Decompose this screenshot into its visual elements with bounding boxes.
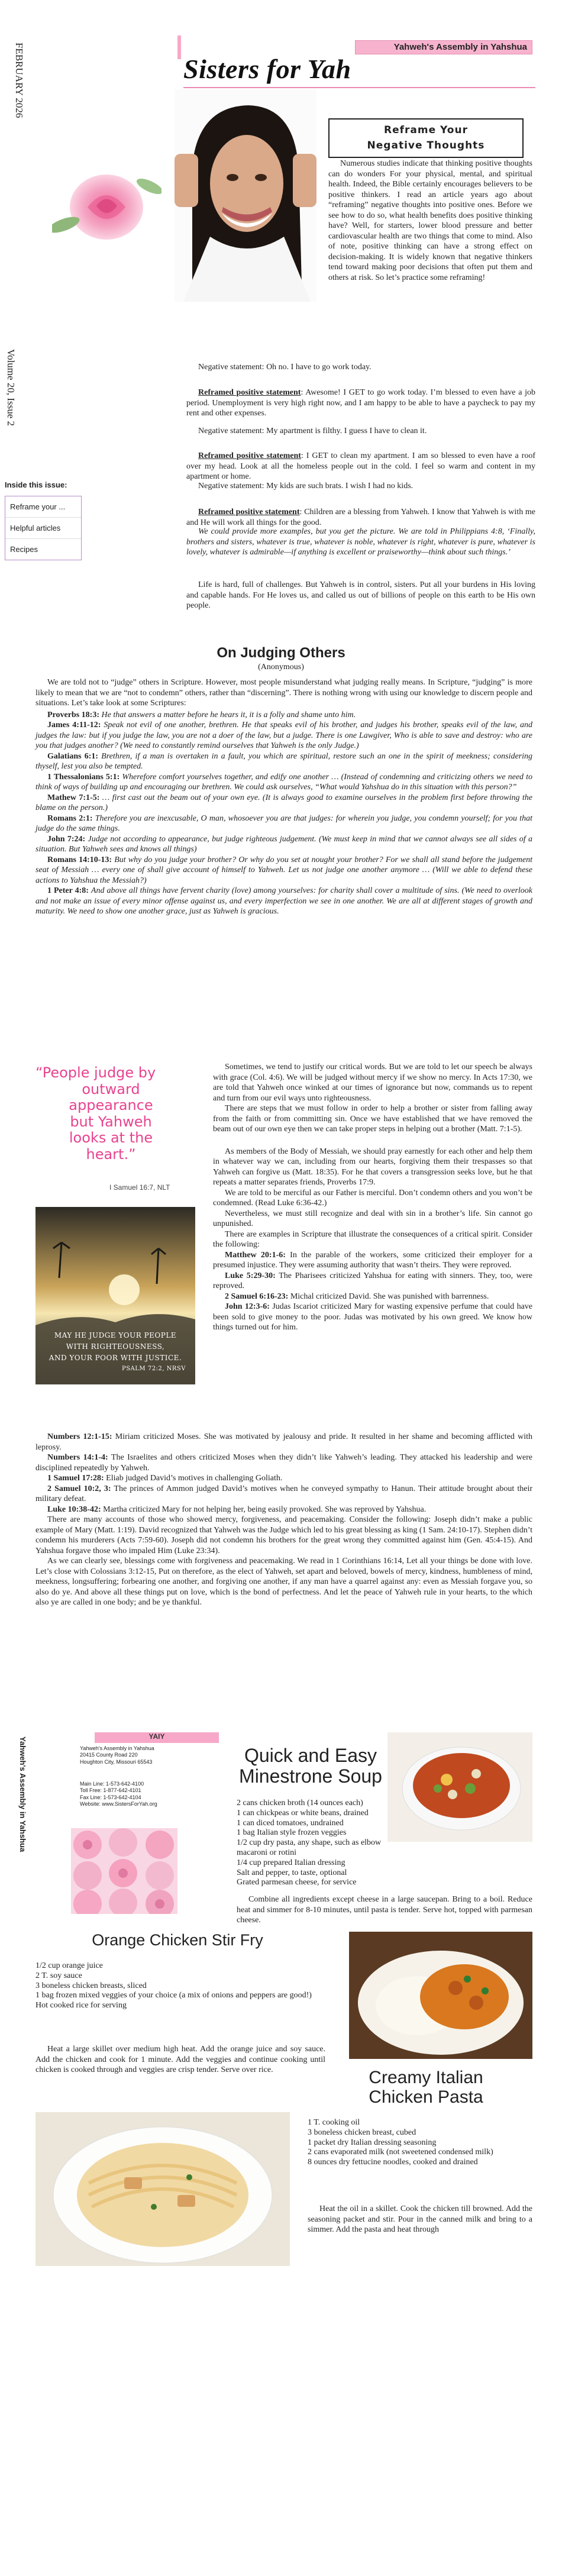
example-luke <box>213 1271 532 1292</box>
ingredient-item: 1 bag frozen mixed veggies of your choice (a mix of onions and peppers are good!) <box>35 1991 312 2000</box>
judging-bottom-block <box>35 1432 532 1608</box>
judging-sometimes: Sometimes, we tend to justify our critical words. But we are told to let our speech be always with grace (Col. 4:6). We will be judged without mercy if we show no mercy. In Acts 17:30, we are told that Yahweh once winked at our times of ignorance but now, commands us to repent and turn from our evil ways unto righteousness. <box>213 1063 532 1103</box>
mailer-badge-text: YAIY <box>148 1732 165 1741</box>
scripture-verse <box>35 814 532 834</box>
example-numbers12-ref: Numbers 12:1-15: <box>47 1432 112 1441</box>
sidebar-heading: Inside this issue: <box>5 480 67 489</box>
verse-ref: John 7:24: <box>47 834 86 844</box>
soup-image <box>387 1732 532 1842</box>
woman-photo <box>175 89 316 302</box>
toc-item-reframe[interactable]: Reframe your ... <box>10 502 66 511</box>
judging-many: There are many accounts of those who showed mercy, forgiveness, and peacemaking. Consider the following: Joseph didn’t make a public example of Mary (Matt. 1:19). David recognized that Yahweh was the Judge which led to his great blessing as king (1 Sam. 24:10-17). Stephen didn’t condemn his murderers (Acts 7:59-60). Joseph did not condemn his brothers for the great wrong they committed against him (Gen. 45:4-15). And Yahshua forgave those who impaled Him (Luke 23:34). <box>35 1515 532 1555</box>
example-luke10-ref: Luke 10:38-42: <box>47 1505 101 1514</box>
example-luke-text: The Pharisees criticized Yahshua for eating with sinners. They, too, were reproved. <box>213 1271 532 1290</box>
ingredient-item: 2 cans evaporated milk (not sweetened condensed milk) <box>308 2148 493 2157</box>
judging-merciful: We are told to be merciful as our Father is merciful. Don’t condemn others and you won’t be condemned. (Read Luke 6:36-42.) <box>213 1188 532 1208</box>
example-1samuel-text: Eliab judged David’s motives in challenging Goliath. <box>106 1474 283 1483</box>
reframe-neg-2: Negative statement: My apartment is filthy. I guess I have to clean it. <box>198 427 427 435</box>
example-2samuel <box>35 1484 532 1505</box>
pasta-image <box>35 2112 290 2266</box>
quote-line-4: but Yahweh <box>70 1113 152 1130</box>
example-1samuel <box>35 1473 532 1484</box>
verse-text: Therefore you are inexcusable, O man, whosoever you are that judges: for wherein you judge, you condemn yourself; for you that judge do the same things. <box>35 814 532 833</box>
top-pink-bar <box>177 35 181 59</box>
sidebar-toc <box>5 496 82 560</box>
issue-date: FEBRUARY 2026 <box>14 43 25 118</box>
stirfry-ingredients <box>35 1961 325 2011</box>
reframe-pos-2-label: Reframed positive statement <box>198 451 301 460</box>
pasta-directions: Heat the oil in a skillet. Cook the chicken till browned. Add the seasoning packet and stir. Pour in the canned milk and bring to a simmer. Add the pasta and heat through <box>308 2204 532 2234</box>
verse-ref: Romans 2:1: <box>47 814 93 823</box>
judging-byline: (Anonymous) <box>258 663 304 672</box>
reframe-more: We could provide more examples, but you get the picture. We are told in Philippians 4:8, ‘Finally, brothers and sisters, whatever is true, whatever is noble, whatever is right, whatever is pure, whatever is lovely, whatever is admirable—if anything is excellent or praiseworthy—think about such things.’ <box>186 527 535 557</box>
reframe-pos-1 <box>186 388 535 419</box>
pink-roses-image <box>71 1828 177 1914</box>
verse-text: And above all things have fervent charity (love) among yourselves: for charity shall cover a multitude of sins. (We need to overlook and not make an issue of every minor offense against us, and every imperfection we see in one another. We are all at different stages of growth and maturity. We need to show one another grace, just as Yahweh is gracious. <box>35 886 532 916</box>
example-john-text: Judas Iscariot criticized Mary for wasting expensive perfume that could have been sold to give money to the poor. Judas was motivated by his own greed. We know how things turned out for him. <box>213 1302 532 1332</box>
verse-ref: 1 Thessalonians 5:1: <box>47 772 120 782</box>
reframe-neg-1: Negative statement: Oh no. I have to go work today. <box>198 363 372 372</box>
stirfry-title: Orange Chicken Stir Fry <box>92 1931 263 1949</box>
example-2samuel-text: The princes of Ammon judged David’s motives when he conveyed sympathy to Hanun. Their attitude brought about their military defeat. <box>35 1484 533 1503</box>
toc-item-articles[interactable]: Helpful articles <box>5 517 81 538</box>
toc-item-recipes[interactable]: Recipes <box>5 538 81 560</box>
ingredient-item: 1 can chickpeas or white beans, drained <box>237 1808 369 1818</box>
ingredient-item: 1 bag Italian style frozen veggies <box>237 1828 347 1838</box>
reframe-headline <box>328 118 524 158</box>
verse-list <box>35 710 532 917</box>
judging-steps: There are steps that we must follow in order to help a brother or sister from falling away from the faith or from committing sin. Once we have established that we have removed the beam out of our own eye then we can take proper steps in helping out a brother (Matt. 7:1-5). <box>213 1104 532 1134</box>
headline-line-2: Negative Thoughts <box>367 139 485 151</box>
headline-line-1: Reframe Your <box>384 124 468 136</box>
ingredient-item: 1/2 cup dry pasta, any shape, such as elbow macaroni or rotini <box>237 1838 382 1857</box>
mailer-address <box>80 1745 198 1765</box>
mailer-vertical-label: Yahweh's Assembly in Yahshua <box>18 1736 27 1852</box>
judging-title: On Judging Others <box>217 645 345 661</box>
ingredient-item: 1/2 cup orange juice <box>35 1961 103 1970</box>
soup-title-line-1: Quick and Easy <box>244 1745 377 1766</box>
reframe-pos-3 <box>186 507 535 528</box>
example-matthew-text: In the parable of the workers, some criticized their employer for a presumed injustice. They were assuming authority that wasn’t theirs. They were reproved. <box>213 1250 533 1270</box>
example-numbers14-text: The Israelites and others criticized Moses when they didn’t like Yahweh’s leading. They attacked his leadership and were disciplined repeatedly by Yahweh. <box>35 1453 533 1473</box>
ingredient-item: 1/4 cup prepared Italian dressing <box>237 1858 345 1867</box>
ingredient-item: 3 boneless chicken breast, cubed <box>308 2128 416 2137</box>
scripture-verse <box>35 855 532 886</box>
ingredient-item: Salt and pepper, to taste, optional <box>237 1868 347 1877</box>
ingredient-item: 3 boneless chicken breasts, sliced <box>35 1981 147 1990</box>
pull-quote-ref: I Samuel 16:7, NLT <box>109 1183 170 1192</box>
example-samuel-text: Michal criticized David. She was punished with barrenness. <box>290 1292 489 1301</box>
scripture-verse <box>35 793 532 814</box>
reframe-pos-2 <box>186 451 535 482</box>
pasta-title-line-1: Creamy Italian <box>369 2068 483 2087</box>
example-john <box>213 1302 532 1333</box>
reframe-pos-2-text: : I GET to clean my apartment. I am so blessed to even have a roof over my head. Look at all the homeless people out in the cold. I feel so warm and content in my apartment or home. <box>186 451 535 481</box>
scripture-verse <box>35 834 532 855</box>
verse-text: … first cast out the beam out of your own eye. (It is always good to examine ourselves in the problem first before throwing the blame on the person.) <box>35 793 533 812</box>
pasta-title-line-2: Chicken Pasta <box>369 2087 483 2107</box>
reframe-pos-3-label: Reframed positive statement <box>198 508 300 517</box>
pasta-ingredients <box>308 2118 532 2168</box>
example-john-ref: John 12:3-6: <box>225 1302 270 1311</box>
phone-tollfree: Toll Free: 1-877-642-4101 <box>80 1787 141 1794</box>
example-luke10-text: Martha criticized Mary for not helping her, being easily provoked. She was reproved by Yahshua. <box>103 1505 427 1514</box>
address-line-2: 20415 County Road 220 <box>80 1752 138 1758</box>
verse-text: Speak not evil of one another, brethren. He that speaks evil of his brother, and judges his brother, speaks evil of the law, and judges the law: but if you judge the law, you are not a doer of the law, but a judge. There is one Lawgiver, Who is able to save and destroy: who are you that judges another? (We need to constantly remind ourselves that Yahweh is the only Judge.) <box>35 721 533 750</box>
verse-ref: Romans 14:10-13: <box>47 855 112 864</box>
verse-text: Wherefore comfort yourselves together, and edify one another … (Instead of condemning and criticizing others we need to think of ways of building up and encouraging our brethren. We could ask ourselves, “What would Yahshua do in this situation with this person?” <box>35 772 533 792</box>
scripture-verse <box>35 710 532 721</box>
ingredient-item: 2 T. soy sauce <box>35 1971 82 1980</box>
scripture-image <box>35 1207 195 1384</box>
reframe-pos-3-text: : Children are a blessing from Yahweh. I know that Yahweh is with me and He will work all things for the good. <box>186 508 536 527</box>
example-luke-ref: Luke 5:29-30: <box>225 1271 276 1280</box>
mailer-phones <box>80 1781 198 1807</box>
caption-line-1: MAY HE JUDGE YOUR PEOPLE <box>54 1331 177 1339</box>
example-numbers12-text: Miriam criticized Moses. She was motivated by jealousy and pride. It resulted in her shame and becoming afflicted with leprosy. <box>35 1432 533 1452</box>
caption-ref: PSALM 72:2, NRSV <box>121 1365 186 1372</box>
quote-line-3: appearance <box>69 1097 153 1114</box>
verse-text: Brethren, if a man is overtaken in a fault, you which are spiritual, restore such an one in the spirit of meekness; considering thyself, lest you also be tempted. <box>35 751 533 771</box>
pull-quote <box>35 1065 186 1163</box>
soup-ingredients <box>237 1799 385 1888</box>
verse-ref: Mathew 7:1-5: <box>47 793 100 802</box>
pasta-title <box>331 2068 521 2107</box>
example-matthew-ref: Matthew 20:1-6: <box>225 1250 286 1260</box>
reframe-closing: Life is hard, full of challenges. But Yahweh is in control, sisters. Put all your burdens in His loving and capable hands. For He loves us, and called us out of billions of people on this earth to be His own people. <box>186 580 535 610</box>
ingredient-item: 2 cans chicken broth (14 ounces each) <box>237 1799 363 1807</box>
example-2samuel-ref: 2 Samuel 10:2, 3: <box>47 1484 111 1493</box>
verse-ref: Galatians 6:1: <box>47 751 99 761</box>
mailer-badge <box>95 1732 219 1743</box>
verse-text: He that answers a matter before he hears it, it is a folly and shame unto him. <box>101 710 356 719</box>
soup-title <box>237 1745 385 1787</box>
address-line-3: Houghton City, Missouri 65543 <box>80 1758 153 1765</box>
verse-text: But why do you judge your brother? Or why do you set at nought your brother? For we shall all stand before the judgement seat of Messiah … every one of shall give account of himself to Yahweh. Let us not judge one another anymore … (Will we able to defend these actions to Yahshua the Messiah?) <box>35 855 533 885</box>
address-line-1: Yahweh's Assembly in Yahshua <box>80 1745 154 1751</box>
example-numbers14-ref: Numbers 14:1-4: <box>47 1453 108 1462</box>
judging-intro: We are told not to “judge” others in Scripture. However, most people misunderstand what judging really means. In Scripture, “judging” is more likely to mean that we are “not to condemn” others, rather than “discerning”. There is nothing wrong with using our knowledge to discern people and situations. Let’s take look at some Scriptures: <box>35 678 532 708</box>
soup-title-line-2: Minestrone Soup <box>239 1765 382 1787</box>
judging-right-column <box>213 1062 532 1333</box>
judging-examples: There are examples in Scripture that illustrate the consequences of a critical spirit. Consider the following: <box>213 1229 532 1249</box>
example-luke10 <box>35 1505 532 1515</box>
masthead-banner: Yahweh's Assembly in Yahshua <box>355 40 532 54</box>
scripture-caption <box>35 1330 195 1374</box>
caption-line-3: AND YOUR POOR WITH JUSTICE. <box>49 1354 182 1363</box>
ingredient-item: 1 T. cooking oil <box>308 2118 360 2127</box>
ingredient-item: 8 ounces dry fettucine noodles, cooked and drained <box>308 2158 478 2167</box>
example-1samuel-ref: 1 Samuel 17:28: <box>47 1474 104 1483</box>
example-samuel-ref: 2 Samuel 6:16-23: <box>225 1292 289 1301</box>
reframe-pos-1-text: : Awesome! I GET to go work today. I’m blessed to even have a job period. Unemployment is very high right now, and I am happy to be able to have a paycheck to pay my rent and other expenses. <box>186 388 535 418</box>
judging-clearly: As we can clearly see, blessings come with forgiveness and peacemaking. We read in 1 Corinthians 16:14, Let all your things be done with love. Let’s close with Colossians 3:12-15, Put on therefore, as the elect of Yahweh, set apart and beloved, bowels of mercy, kindness, humbleness of mind, meekness, longsuffering; forbearing one another, and forgiving one another, if any man have a quarrel against any: even as Messiah forgave you, so also do ye. And above all these things put on love, which is the bond of perfectness. And let the peace of Yahweh rule in your hearts, to the which also ye are called in one body; and be ye thankful. <box>35 1557 532 1607</box>
ingredient-item: Hot cooked rice for serving <box>35 2001 127 2010</box>
judging-nevertheless: Nevertheless, we must still recognize and deal with sin in a brother’s life. Sin cannot go unpunished. <box>213 1209 532 1228</box>
scripture-verse <box>35 772 532 793</box>
quote-line-1: “People judge by <box>35 1064 156 1081</box>
verse-text: Judge not according to appearance, but judge righteous judgement. (We must keep in mind that we cannot always see all sides of a situation. But Yahweh sees and knows all things) <box>35 834 532 854</box>
phone-fax: Fax Line: 1-573-642-4104 <box>80 1794 141 1800</box>
scripture-verse <box>35 886 532 917</box>
rose-image <box>52 166 162 246</box>
masthead-title: Sisters for Yah <box>183 53 535 88</box>
quote-line-6: heart.” <box>86 1145 136 1163</box>
ingredient-item: Grated parmesan cheese, for service <box>237 1878 357 1887</box>
scripture-verse <box>35 720 532 751</box>
caption-line-2: WITH RIGHTEOUSNESS, <box>66 1342 165 1351</box>
verse-ref: Proverbs 18:3: <box>47 710 99 719</box>
phone-main: Main Line: 1-573-642-4100 <box>80 1781 144 1787</box>
quote-line-5: looks at the <box>69 1129 153 1147</box>
stirfry-directions: Heat a large skillet over medium high heat. Add the orange juice and soy sauce. Add the chicken and cook for 1 minute. Add the veggies and continue cooking until chicken is cooked through and veggies are crisp tender. Serve over rice. <box>35 2045 325 2074</box>
judging-members: As members of the Body of Messiah, we should pray earnestly for each other and help them in whatever way we can, including from our hearts, forgiving them their trespasses so that Yahweh can forgive us (Matt. 18:35). For he that covers a transgression seeks love, but he that repeats a matter separates friends, Proverbs 17:9. <box>213 1147 532 1187</box>
ingredient-item: 1 packet dry Italian dressing seasoning <box>308 2138 437 2147</box>
example-samuel <box>213 1292 532 1302</box>
quote-line-2: outward <box>82 1080 140 1097</box>
reframe-pos-1-label: Reframed positive statement <box>198 388 301 397</box>
volume-issue: Volume 20, Issue 2 <box>5 349 17 427</box>
verse-ref: James 4:11-12: <box>47 721 101 729</box>
reframe-intro: Numerous studies indicate that thinking positive thoughts can do wonders For your physical, mental, and spiritual health. Indeed, the Bible certainly encourages believers to be positive thinkers. I read an article years ago about “reframing” negative thoughts into positive ones. Before we see how to do so, what health benefits does positive thinking have? Well, for starters, lower blood pressure and better cardiovascular health are two things that come to mind. Also of note, positive thinking can have a strong effect on decision-making. It is widely known that negative thinkers tend toward making poor decisions that often put them and others at risk. So let’s practice some reframing! <box>328 159 532 282</box>
verse-ref: 1 Peter 4:8: <box>47 886 89 895</box>
judging-top-block <box>35 677 532 917</box>
example-numbers14 <box>35 1452 532 1473</box>
scripture-verse <box>35 751 532 772</box>
soup-directions: Combine all ingredients except cheese in a large saucepan. Bring to a boil. Reduce heat and simmer for 8-10 minutes, until pasta is tender. Serve hot, topped with parmesan cheese. <box>237 1895 532 1925</box>
website-link[interactable]: Website: www.SistersForYah.org <box>80 1800 157 1807</box>
ingredient-item: 1 can diced tomatoes, undrained <box>237 1818 344 1828</box>
example-numbers12 <box>35 1432 532 1452</box>
reframe-neg-3: Negative statement: My kids are such brats. I wish I had no kids. <box>198 482 414 490</box>
stirfry-image <box>349 1932 532 2059</box>
example-matthew <box>213 1250 532 1271</box>
